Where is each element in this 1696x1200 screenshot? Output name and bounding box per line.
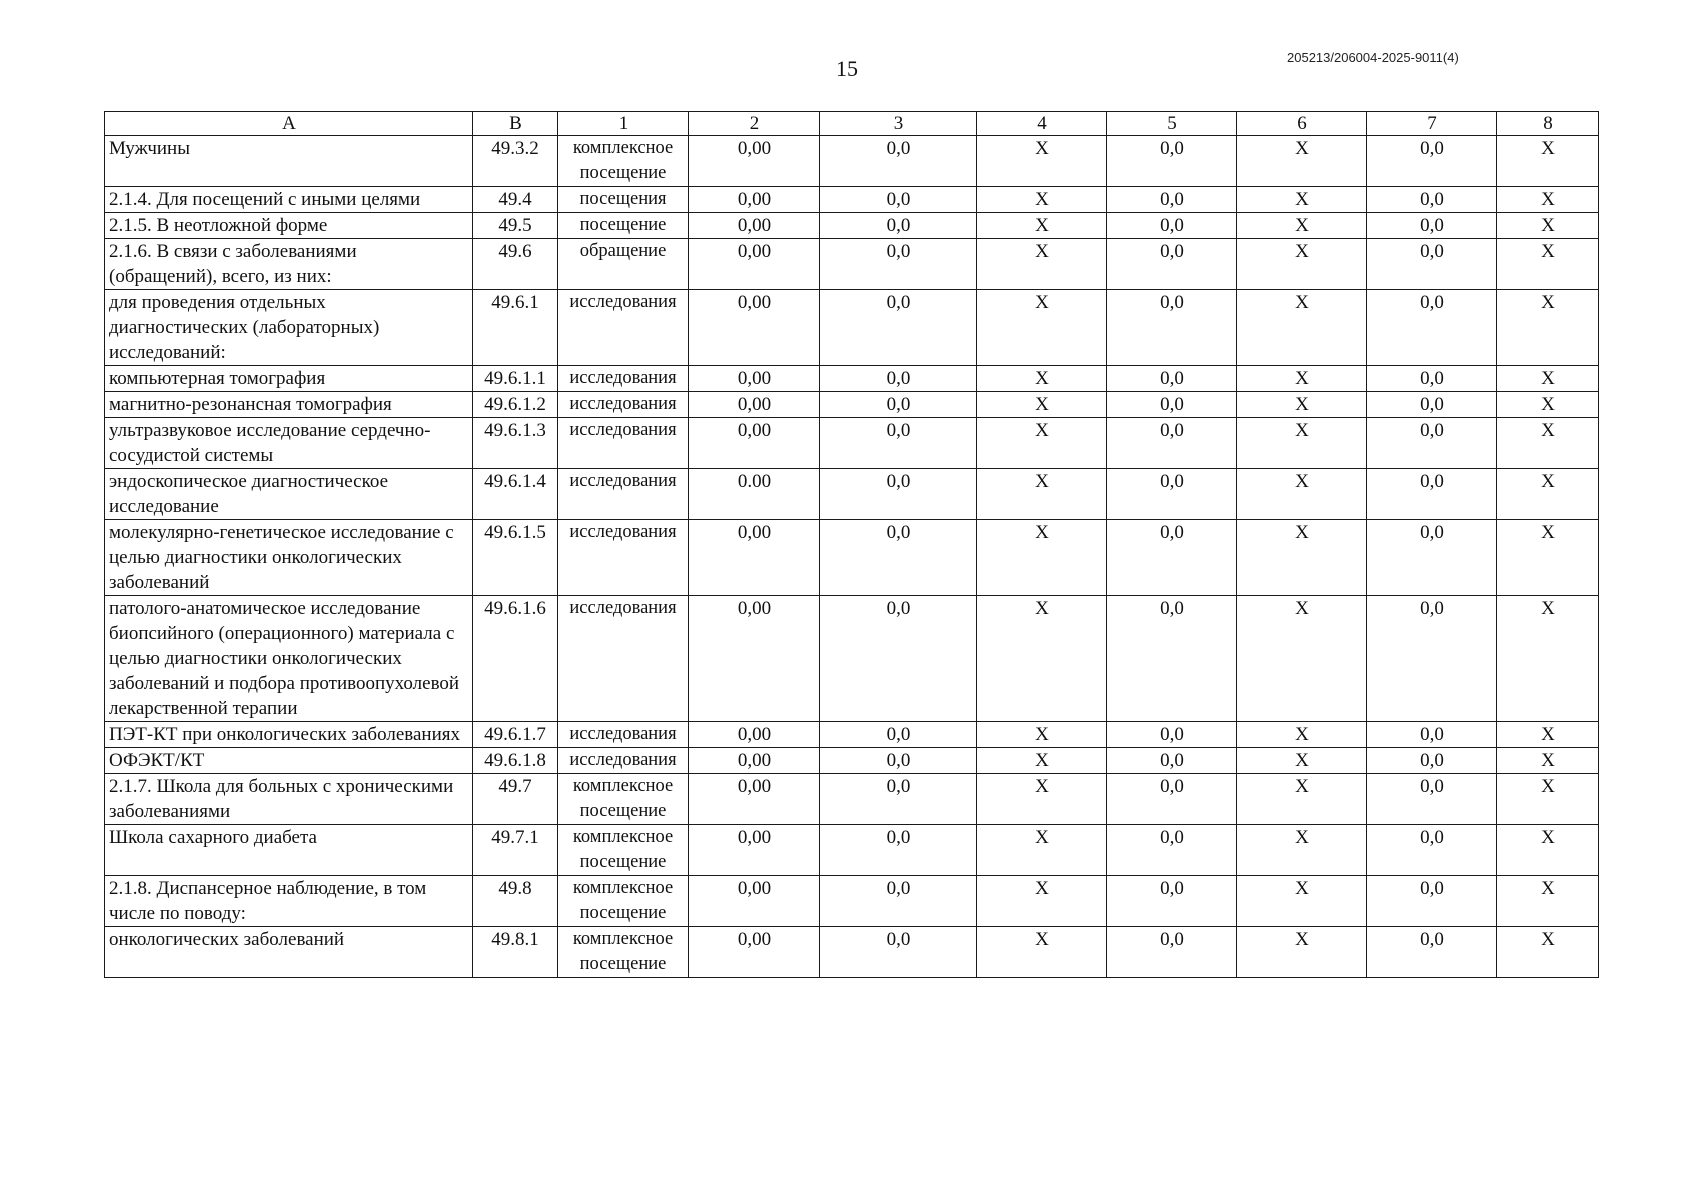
row-code: 49.6.1.7 — [473, 722, 558, 748]
col-6-cell: Х — [1237, 469, 1367, 520]
header-cell-5: 5 — [1107, 112, 1237, 136]
col-7-cell: 0,0 — [1367, 469, 1497, 520]
unit-cell: комплексное посещение — [558, 136, 689, 187]
col-3-cell: 0,0 — [820, 418, 977, 469]
row-code: 49.6.1.2 — [473, 392, 558, 418]
col-8-cell: Х — [1497, 136, 1599, 187]
col-6-cell: Х — [1237, 213, 1367, 239]
col-3-cell: 0,0 — [820, 136, 977, 187]
col-4-cell: Х — [977, 213, 1107, 239]
row-code: 49.6.1.4 — [473, 469, 558, 520]
row-code: 49.6.1 — [473, 290, 558, 366]
table-row — [105, 392, 1599, 418]
col-5-cell: 0,0 — [1107, 366, 1237, 392]
col-7-cell: 0,0 — [1367, 366, 1497, 392]
col-8-cell: Х — [1497, 213, 1599, 239]
col-4-cell: Х — [977, 290, 1107, 366]
col-5-cell: 0,0 — [1107, 722, 1237, 748]
unit-cell: исследования — [558, 290, 689, 366]
header-cell-7: 7 — [1367, 112, 1497, 136]
row-label: ультразвуковое исследование сердечно-сосудистой системы — [105, 418, 473, 469]
col-6-cell: Х — [1237, 290, 1367, 366]
unit-cell: исследования — [558, 722, 689, 748]
unit-cell: комплексное посещение — [558, 825, 689, 876]
col-4-cell: Х — [977, 469, 1107, 520]
row-code: 49.4 — [473, 187, 558, 213]
table-row — [105, 927, 1599, 978]
col-8-cell: Х — [1497, 418, 1599, 469]
col-4-cell: Х — [977, 825, 1107, 876]
row-label: 2.1.5. В неотложной форме — [105, 213, 473, 239]
table-row — [105, 366, 1599, 392]
col-6-cell: Х — [1237, 596, 1367, 722]
row-code: 49.8.1 — [473, 927, 558, 978]
header-cell-6: 6 — [1237, 112, 1367, 136]
header-cell-4: 4 — [977, 112, 1107, 136]
row-label: 2.1.7. Школа для больных с хроническими заболеваниями — [105, 774, 473, 825]
col-6-cell: Х — [1237, 392, 1367, 418]
col-7-cell: 0,0 — [1367, 774, 1497, 825]
col-3-cell: 0,0 — [820, 366, 977, 392]
table-row — [105, 418, 1599, 469]
row-code: 49.7 — [473, 774, 558, 825]
table-row — [105, 825, 1599, 876]
col-4-cell: Х — [977, 520, 1107, 596]
header-cell-b: B — [473, 112, 558, 136]
col-5-cell: 0,0 — [1107, 136, 1237, 187]
col-7-cell: 0,0 — [1367, 748, 1497, 774]
header-cell-8: 8 — [1497, 112, 1599, 136]
col-6-cell: Х — [1237, 418, 1367, 469]
col-7-cell: 0,0 — [1367, 927, 1497, 978]
unit-cell: исследования — [558, 596, 689, 722]
table-row — [105, 239, 1599, 290]
col-6-cell: Х — [1237, 136, 1367, 187]
col-5-cell: 0,0 — [1107, 187, 1237, 213]
col-7-cell: 0,0 — [1367, 876, 1497, 927]
col-7-cell: 0,0 — [1367, 136, 1497, 187]
col-2-cell: 0,00 — [689, 825, 820, 876]
row-code: 49.6.1.3 — [473, 418, 558, 469]
row-label: ПЭТ-КТ при онкологических заболеваниях — [105, 722, 473, 748]
col-6-cell: Х — [1237, 927, 1367, 978]
col-2-cell: 0,00 — [689, 213, 820, 239]
row-label: 2.1.6. В связи с заболеваниями (обращений), всего, из них: — [105, 239, 473, 290]
col-6-cell: Х — [1237, 239, 1367, 290]
col-5-cell: 0,0 — [1107, 290, 1237, 366]
col-5-cell: 0,0 — [1107, 213, 1237, 239]
document-code: 205213/206004-2025-9011(4) — [1287, 50, 1459, 65]
col-4-cell: Х — [977, 392, 1107, 418]
unit-cell: исследования — [558, 469, 689, 520]
col-4-cell: Х — [977, 187, 1107, 213]
row-code: 49.6 — [473, 239, 558, 290]
col-7-cell: 0,0 — [1367, 520, 1497, 596]
col-8-cell: Х — [1497, 366, 1599, 392]
col-8-cell: Х — [1497, 469, 1599, 520]
unit-cell: исследования — [558, 748, 689, 774]
col-4-cell: Х — [977, 748, 1107, 774]
row-label: ОФЭКТ/КТ — [105, 748, 473, 774]
col-5-cell: 0,0 — [1107, 748, 1237, 774]
col-6-cell: Х — [1237, 722, 1367, 748]
col-2-cell: 0,00 — [689, 927, 820, 978]
col-2-cell: 0,00 — [689, 392, 820, 418]
data-table-container — [104, 111, 1599, 978]
col-2-cell: 0,00 — [689, 290, 820, 366]
col-3-cell: 0,0 — [820, 392, 977, 418]
col-2-cell: 0.00 — [689, 469, 820, 520]
col-8-cell: Х — [1497, 596, 1599, 722]
col-8-cell: Х — [1497, 239, 1599, 290]
row-code: 49.5 — [473, 213, 558, 239]
col-7-cell: 0,0 — [1367, 418, 1497, 469]
table-header — [105, 112, 1599, 136]
col-6-cell: Х — [1237, 366, 1367, 392]
col-3-cell: 0,0 — [820, 520, 977, 596]
row-label: компьютерная томография — [105, 366, 473, 392]
col-2-cell: 0,00 — [689, 596, 820, 722]
row-label: патолого-анатомическое исследование биопсийного (операционного) материала с целью диагностики онкологических заболеваний и подбора противоопухолевой лекарственной терапии — [105, 596, 473, 722]
col-8-cell: Х — [1497, 927, 1599, 978]
table-row — [105, 722, 1599, 748]
row-code: 49.6.1.1 — [473, 366, 558, 392]
col-7-cell: 0,0 — [1367, 392, 1497, 418]
col-2-cell: 0,00 — [689, 366, 820, 392]
col-4-cell: Х — [977, 876, 1107, 927]
row-label: эндоскопическое диагностическое исследование — [105, 469, 473, 520]
col-2-cell: 0,00 — [689, 748, 820, 774]
col-6-cell: Х — [1237, 825, 1367, 876]
col-7-cell: 0,0 — [1367, 596, 1497, 722]
col-4-cell: Х — [977, 366, 1107, 392]
col-2-cell: 0,00 — [689, 418, 820, 469]
row-label: для проведения отдельных диагностических (лабораторных) исследований: — [105, 290, 473, 366]
col-3-cell: 0,0 — [820, 187, 977, 213]
col-6-cell: Х — [1237, 876, 1367, 927]
table-row — [105, 520, 1599, 596]
col-5-cell: 0,0 — [1107, 825, 1237, 876]
col-5-cell: 0,0 — [1107, 239, 1237, 290]
unit-cell: посещения — [558, 187, 689, 213]
unit-cell: исследования — [558, 366, 689, 392]
col-5-cell: 0,0 — [1107, 520, 1237, 596]
data-table — [104, 111, 1599, 978]
col-7-cell: 0,0 — [1367, 825, 1497, 876]
table-row — [105, 187, 1599, 213]
col-6-cell: Х — [1237, 774, 1367, 825]
col-8-cell: Х — [1497, 774, 1599, 825]
unit-cell: комплексное посещение — [558, 927, 689, 978]
header-cell-3: 3 — [820, 112, 977, 136]
col-4-cell: Х — [977, 774, 1107, 825]
unit-cell: комплексное посещение — [558, 876, 689, 927]
table-row — [105, 136, 1599, 187]
col-3-cell: 0,0 — [820, 469, 977, 520]
col-5-cell: 0,0 — [1107, 876, 1237, 927]
table-row — [105, 748, 1599, 774]
col-6-cell: Х — [1237, 187, 1367, 213]
table-row — [105, 469, 1599, 520]
row-label: 2.1.8. Диспансерное наблюдение, в том числе по поводу: — [105, 876, 473, 927]
col-8-cell: Х — [1497, 748, 1599, 774]
col-8-cell: Х — [1497, 290, 1599, 366]
col-3-cell: 0,0 — [820, 596, 977, 722]
header-row — [105, 112, 1599, 136]
col-3-cell: 0,0 — [820, 722, 977, 748]
col-7-cell: 0,0 — [1367, 187, 1497, 213]
row-label: 2.1.4. Для посещений с иными целями — [105, 187, 473, 213]
row-label: онкологических заболеваний — [105, 927, 473, 978]
col-3-cell: 0,0 — [820, 213, 977, 239]
row-code: 49.8 — [473, 876, 558, 927]
col-8-cell: Х — [1497, 187, 1599, 213]
col-5-cell: 0,0 — [1107, 927, 1237, 978]
page-number: 15 — [836, 56, 858, 81]
row-code: 49.3.2 — [473, 136, 558, 187]
col-3-cell: 0,0 — [820, 927, 977, 978]
col-3-cell: 0,0 — [820, 290, 977, 366]
col-5-cell: 0,0 — [1107, 774, 1237, 825]
col-4-cell: Х — [977, 596, 1107, 722]
row-code: 49.6.1.8 — [473, 748, 558, 774]
col-2-cell: 0,00 — [689, 722, 820, 748]
table-row — [105, 596, 1599, 722]
table-row — [105, 213, 1599, 239]
table-body — [105, 136, 1599, 978]
col-2-cell: 0,00 — [689, 774, 820, 825]
col-8-cell: Х — [1497, 520, 1599, 596]
unit-cell: комплексное посещение — [558, 774, 689, 825]
header-cell-1: 1 — [558, 112, 689, 136]
row-label: молекулярно-генетическое исследование с целью диагностики онкологических заболеваний — [105, 520, 473, 596]
col-7-cell: 0,0 — [1367, 722, 1497, 748]
table-row — [105, 876, 1599, 927]
col-3-cell: 0,0 — [820, 825, 977, 876]
unit-cell: исследования — [558, 392, 689, 418]
table-row — [105, 774, 1599, 825]
col-3-cell: 0,0 — [820, 876, 977, 927]
row-label: Мужчины — [105, 136, 473, 187]
row-label: магнитно-резонансная томография — [105, 392, 473, 418]
col-8-cell: Х — [1497, 392, 1599, 418]
col-4-cell: Х — [977, 722, 1107, 748]
col-5-cell: 0,0 — [1107, 392, 1237, 418]
row-code: 49.7.1 — [473, 825, 558, 876]
col-7-cell: 0,0 — [1367, 213, 1497, 239]
col-6-cell: Х — [1237, 520, 1367, 596]
table-row — [105, 290, 1599, 366]
row-code: 49.6.1.6 — [473, 596, 558, 722]
col-7-cell: 0,0 — [1367, 239, 1497, 290]
col-6-cell: Х — [1237, 748, 1367, 774]
col-8-cell: Х — [1497, 876, 1599, 927]
col-2-cell: 0,00 — [689, 520, 820, 596]
col-3-cell: 0,0 — [820, 748, 977, 774]
col-4-cell: Х — [977, 136, 1107, 187]
col-3-cell: 0,0 — [820, 774, 977, 825]
unit-cell: обращение — [558, 239, 689, 290]
col-7-cell: 0,0 — [1367, 290, 1497, 366]
col-2-cell: 0,00 — [689, 187, 820, 213]
col-8-cell: Х — [1497, 825, 1599, 876]
col-4-cell: Х — [977, 239, 1107, 290]
col-4-cell: Х — [977, 418, 1107, 469]
unit-cell: исследования — [558, 418, 689, 469]
header-cell-a: A — [105, 112, 473, 136]
row-label: Школа сахарного диабета — [105, 825, 473, 876]
col-3-cell: 0,0 — [820, 239, 977, 290]
unit-cell: посещение — [558, 213, 689, 239]
header-cell-2: 2 — [689, 112, 820, 136]
col-5-cell: 0,0 — [1107, 469, 1237, 520]
col-2-cell: 0,00 — [689, 136, 820, 187]
row-code: 49.6.1.5 — [473, 520, 558, 596]
col-4-cell: Х — [977, 927, 1107, 978]
col-2-cell: 0,00 — [689, 239, 820, 290]
col-5-cell: 0,0 — [1107, 418, 1237, 469]
col-5-cell: 0,0 — [1107, 596, 1237, 722]
unit-cell: исследования — [558, 520, 689, 596]
col-8-cell: Х — [1497, 722, 1599, 748]
col-2-cell: 0,00 — [689, 876, 820, 927]
